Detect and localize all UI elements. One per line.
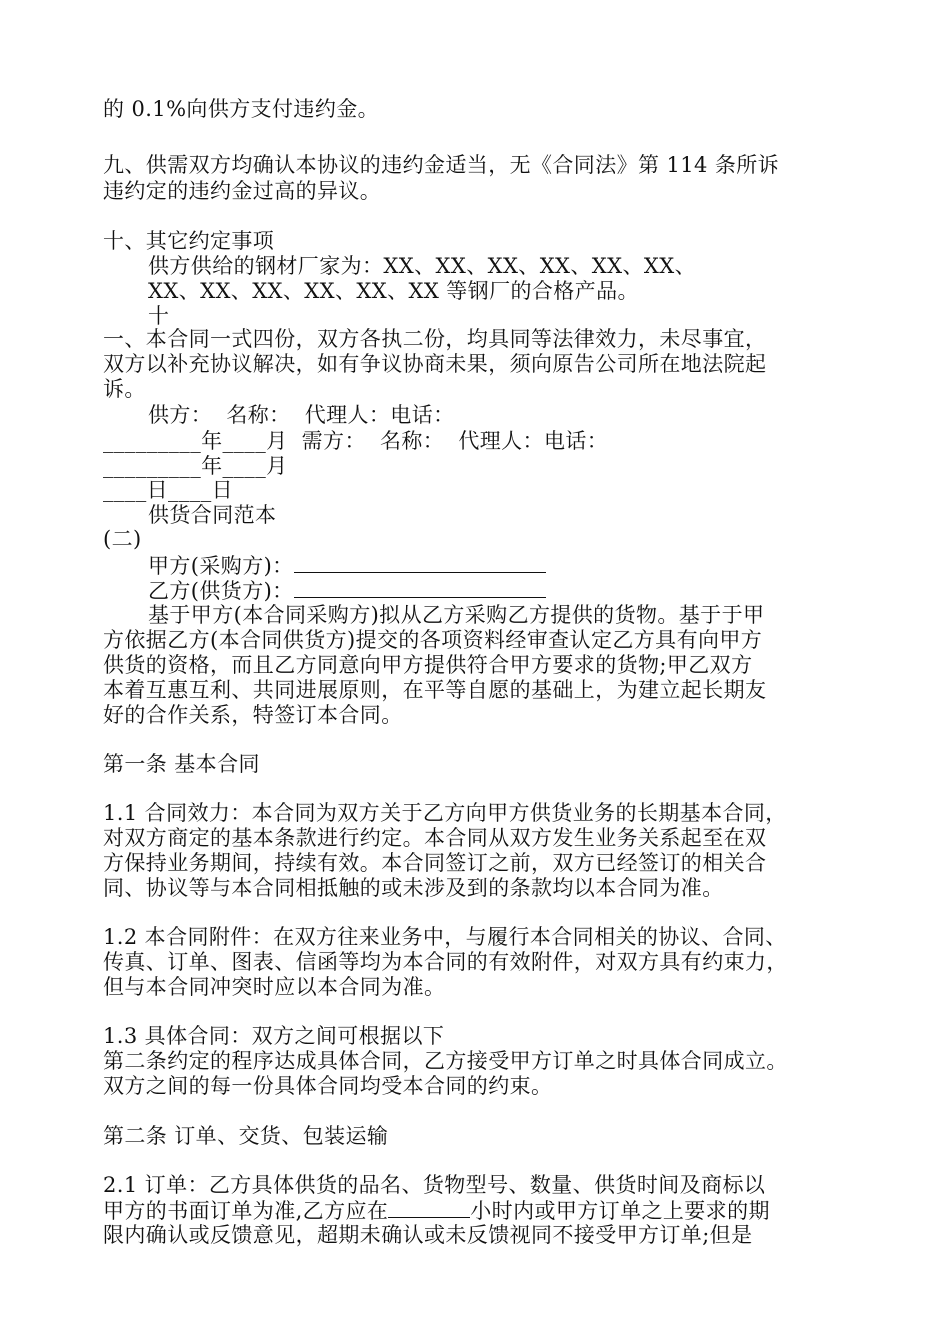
text-line: 同、协议等与本合同相抵触的或未涉及到的条款均以本合同为准。 [103, 876, 724, 900]
signature-line: 供方： 名称： 代理人：电话： [148, 403, 455, 427]
hours-blank [388, 1197, 470, 1218]
text-line: XX、XX、XX、XX、XX、XX 等钢厂的合格产品。 [148, 279, 639, 303]
signature-line: _________年____月 需方： 名称： 代理人：电话： [103, 429, 609, 453]
text-line [103, 1197, 770, 1224]
text-line: 本着互惠互利、共同进展原则，在平等自愿的基础上，为建立起长期友 [103, 678, 767, 702]
text-line: 供方供给的钢材厂家为：XX、XX、XX、XX、XX、XX、 [148, 254, 697, 278]
text-line: 但与本合同冲突时应以本合同为准。 [103, 975, 446, 999]
signature-line: ____日____日 [103, 478, 233, 502]
text-line: 方依据乙方(本合同供货方)提交的各项资料经审查认定乙方具有向甲方 [103, 628, 763, 652]
text-line: 限内确认或反馈意见，超期未确认或未反馈视同不接受甲方订单;但是 [103, 1223, 753, 1247]
section-heading: 十、其它约定事项 [103, 229, 275, 253]
text-line: 第二条约定的程序达成具体合同，乙方接受甲方订单之时具体合同成立。 [103, 1049, 788, 1073]
section-heading: 第一条 基本合同 [103, 752, 260, 776]
section-heading: 第二条 订单、交货、包装运输 [103, 1124, 389, 1148]
text-line: 双方以补充协议解决，如有争议协商未果，须向原告公司所在地法院起 [103, 352, 767, 376]
party-b-line [148, 577, 546, 604]
party-a-label: 甲方(采购方)： [148, 554, 294, 578]
text-line: 一、本合同一式四份，双方各执二份，均具同等法律效力，未尽事宜， [103, 327, 767, 351]
text-line: 双方之间的每一份具体合同均受本合同的约束。 [103, 1074, 553, 1098]
party-a-line [148, 552, 546, 579]
document-subtitle: (二) [103, 527, 142, 551]
text-line: 供货的资格，而且乙方同意向甲方提供符合甲方要求的货物;甲乙双方 [103, 653, 753, 677]
text-line: 十 [148, 304, 170, 328]
text-line: 方保持业务期间，持续有效。本合同签订之前，双方已经签订的相关合 [103, 851, 767, 875]
party-a-blank [294, 552, 546, 573]
text-line: 对双方商定的基本条款进行约定。本合同从双方发生业务关系起至在双 [103, 826, 767, 850]
party-b-label: 乙方(供货方)： [148, 579, 294, 603]
signature-line: _________年____月 [103, 454, 288, 478]
text-line: 传真、订单、图表、信函等均为本合同的有效附件，对双方具有约束力， [103, 950, 788, 974]
text-line: 1.3 具体合同：双方之间可根据以下 [103, 1024, 445, 1048]
text-line: 诉。 [103, 377, 146, 401]
order-text-after: 小时内或甲方订单之上要求的期 [470, 1199, 770, 1223]
text-line: 好的合作关系，特签订本合同。 [103, 703, 403, 727]
document-title: 供货合同范本 [148, 503, 277, 527]
text-line: 九、供需双方均确认本协议的违约金适当，无《合同法》第 114 条所诉 [103, 153, 780, 177]
text-line: 1.2 本合同附件：在双方往来业务中，与履行本合同相关的协议、合同、 [103, 925, 787, 949]
party-b-blank [294, 577, 546, 598]
text-line: 的 0.1%向供方支付违约金。 [103, 97, 380, 121]
text-line: 违约定的违约金过高的异议。 [103, 179, 382, 203]
text-line: 2.1 订单：乙方具体供货的品名、货物型号、数量、供货时间及商标以 [103, 1173, 766, 1197]
order-text-before: 甲方的书面订单为准,乙方应在 [103, 1199, 389, 1223]
text-line: 基于甲方(本合同采购方)拟从乙方采购乙方提供的货物。基于于甲 [148, 603, 765, 627]
text-line: 1.1 合同效力：本合同为双方关于乙方向甲方供货业务的长期基本合同， [103, 801, 787, 825]
